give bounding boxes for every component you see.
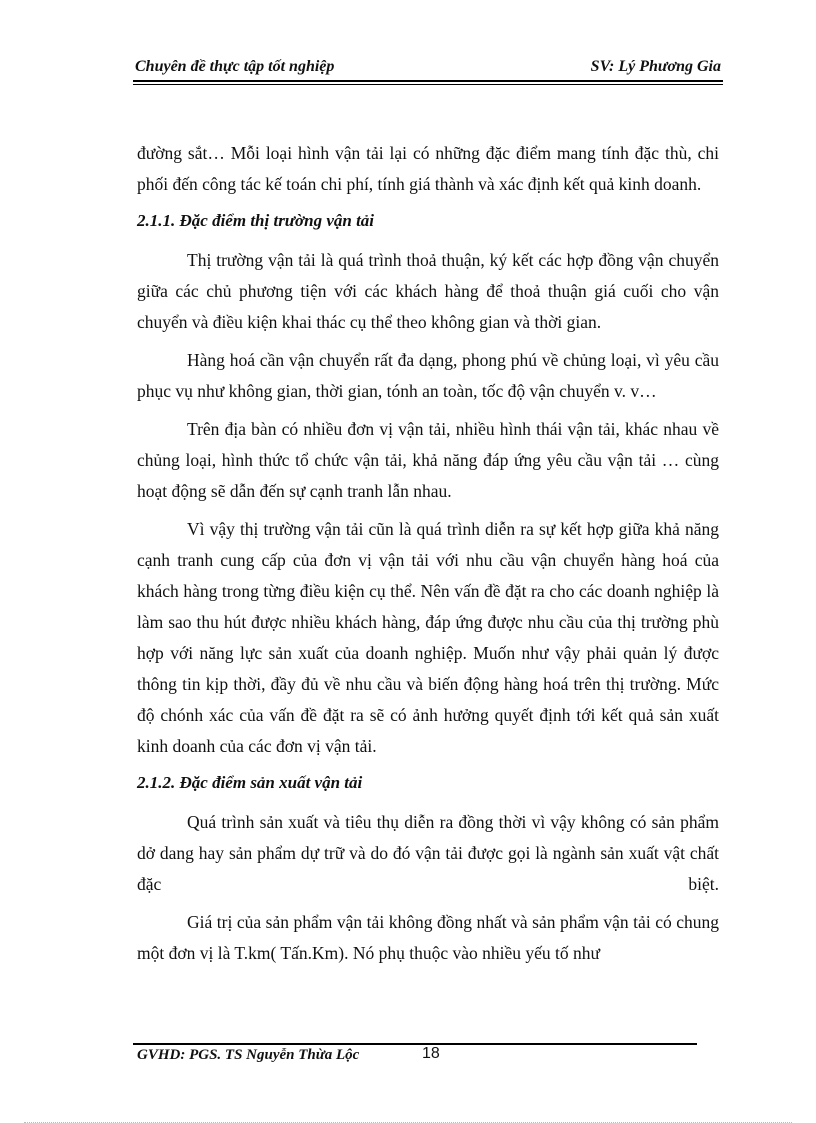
paragraph-intro: đường sắt… Mỗi loại hình vận tải lại có những đặc điểm mang tính đặc thù, chi phối đến công tác kế toán chi phí, tính giá thành và xác định kết quả kinh doanh. — [137, 143, 719, 194]
student-name: SV: Lý Phương Gia — [590, 58, 721, 75]
footer-divider — [133, 1043, 697, 1045]
header-divider-thin — [133, 84, 723, 85]
paragraph-market-definition: Thị trường vận tải là quá trình thoả thuận, ký kết các hợp đồng vận chuyển giữa các chủ phương tiện với các khách hàng để thoả thuận giá cuối cho vận chuyển và điều kiện khai thác cụ thể theo không gian và thời gian. — [137, 250, 719, 332]
paragraph-goods-variety: Hàng hoá cần vận chuyển rất đa dạng, phong phú về chủng loại, vì yêu cầu phục vụ như không gian, thời gian, tónh an toàn, tốc độ vận chuyển v. v… — [137, 350, 719, 401]
paragraph-competition: Trên địa bàn có nhiều đơn vị vận tải, nhiều hình thái vận tải, khác nhau về chủng loại, hình thức tổ chức vận tải, khả năng đáp ứng yêu cầu vận tải … cùng hoạt động sẽ dẫn đến sự cạnh tranh lẫn nhau. — [137, 419, 719, 501]
page-number: 18 — [422, 1045, 440, 1062]
section-heading-market: 2.1.1. Đặc điểm thị trường vận tải — [137, 211, 375, 230]
header-divider — [133, 80, 723, 82]
supervisor-line: GVHD: PGS. TS Nguyễn Thừa Lộc — [137, 1047, 360, 1063]
paragraph-production-process: Quá trình sản xuất và tiêu thụ diễn ra đồng thời vì vậy không có sản phẩm dở dang hay sản phẩm dự trữ và do đó vận tải được gọi là ngành sản xuất vật chất đặc biệt. — [137, 812, 719, 894]
document-title: Chuyên đề thực tập tốt nghiệp — [135, 58, 335, 75]
page-body — [137, 138, 719, 969]
section-heading-production: 2.1.2. Đặc điểm sản xuất vận tải — [137, 773, 363, 792]
paragraph-product-value: Giá trị của sản phẩm vận tải không đồng nhất và sản phẩm vận tải có chung một đơn vị là T.km( Tấn.Km). Nó phụ thuộc vào nhiều yếu tố như — [137, 912, 719, 963]
paragraph-market-process: Vì vậy thị trường vận tải cũn là quá trình diễn ra sự kết hợp giữa khả năng cạnh tranh cung cấp của đơn vị vận tải với nhu cầu vận chuyển hàng hoá của khách hàng trong từng điều kiện cụ thể. Nên vấn đề đặt ra cho các doanh nghiệp là làm sao thu hút được nhiều khách hàng, đáp ứng được nhu cầu của thị trường phù hợp với năng lực sản xuất của doanh nghiệp. Muốn như vậy phải quản lý được thông tin kịp thời, đầy đủ về nhu cầu và biến động hàng hoá trên thị trường. Mức độ chónh xác của vấn đề đặt ra sẽ có ảnh hưởng quyết định tới kết quả sản xuất kinh doanh của các đơn vị vận tải. — [137, 519, 719, 756]
page-header — [133, 54, 723, 82]
